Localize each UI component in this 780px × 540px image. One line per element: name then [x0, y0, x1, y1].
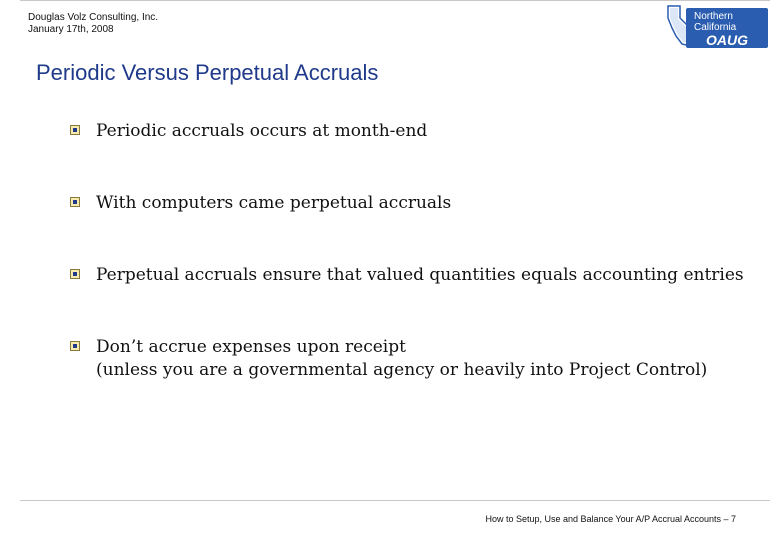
- northern-california-oaug-logo: [664, 4, 770, 50]
- header-divider: [20, 0, 770, 1]
- slide-title: Periodic Versus Perpetual Accruals: [36, 60, 379, 85]
- logo-line1: Northern: [694, 11, 733, 22]
- bullet-square-icon: [70, 197, 80, 207]
- logo-line2: California: [694, 22, 737, 33]
- footer-text: How to Setup, Use and Balance Your A/P Accrual Accounts – 7: [485, 514, 736, 524]
- presentation-date: January 17th, 2008: [28, 24, 114, 35]
- bullet-square-icon: [70, 125, 80, 135]
- logo-brand: OAUG: [706, 32, 748, 48]
- bullet-text: Don’t accrue expenses upon receipt: [96, 337, 406, 357]
- footer-divider: [20, 500, 770, 501]
- bullet-square-icon: [70, 269, 80, 279]
- bullet-text: With computers came perpetual accruals: [96, 193, 452, 213]
- bullet-text: Periodic accruals occurs at month-end: [96, 121, 428, 141]
- bullet-text-continuation: (unless you are a governmental agency or heavily into Project Control): [96, 360, 708, 380]
- bullet-square-icon: [70, 341, 80, 351]
- bullet-text: Perpetual accruals ensure that valued quantities equals accounting entries: [96, 265, 744, 285]
- company-info: [28, 12, 158, 36]
- company-name: Douglas Volz Consulting, Inc.: [28, 12, 159, 23]
